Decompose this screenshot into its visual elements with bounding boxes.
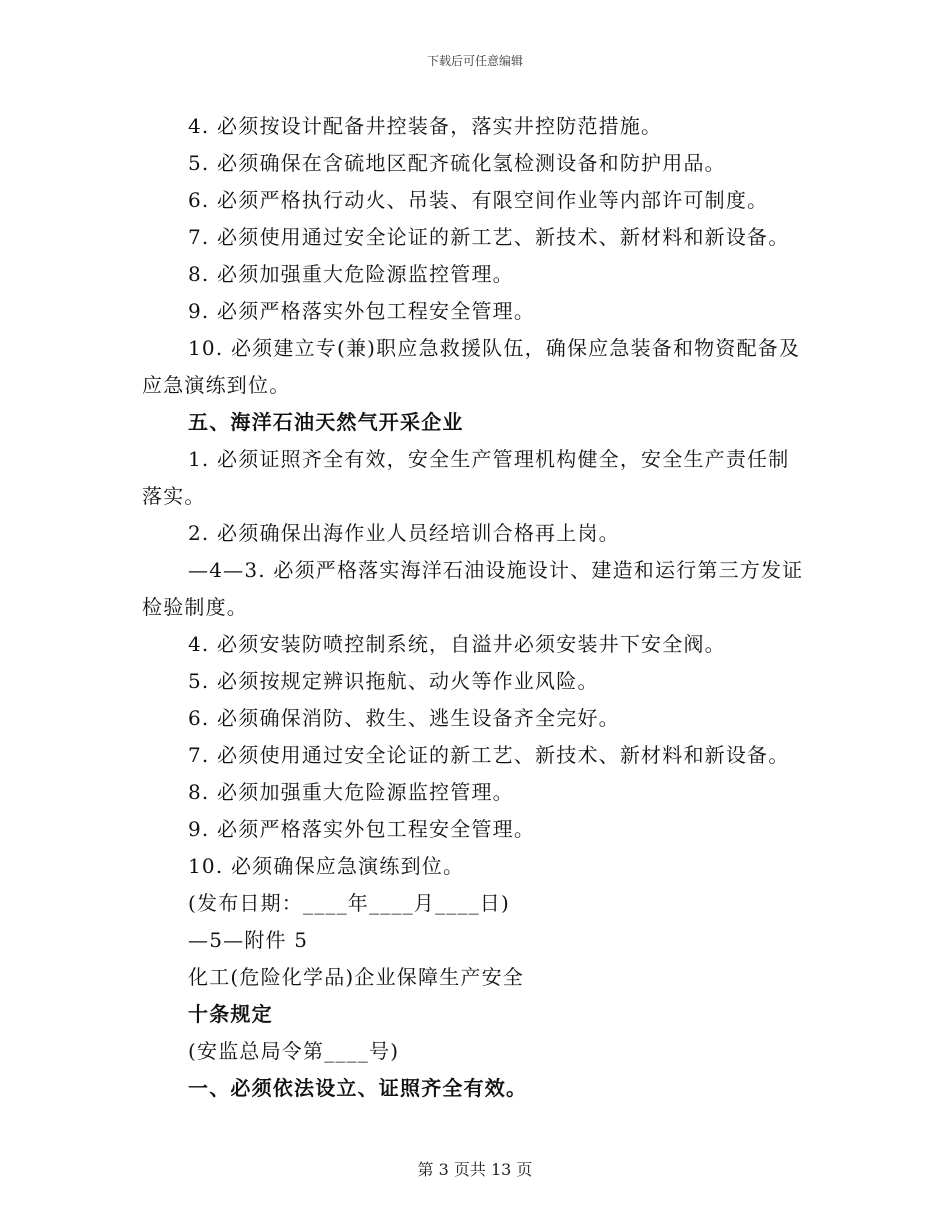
document-title-line1: 化工(危险化学品)企业保障生产安全 [188, 965, 525, 989]
paragraph-item: 9. 必须严格落实外包工程安全管理。 [188, 817, 536, 841]
paragraph-item: —4—3. 必须严格落实海洋石油设施设计、建造和运行第三方发证 [188, 558, 804, 582]
paragraph-item: 7. 必须使用通过安全论证的新工艺、新技术、新材料和新设备。 [188, 743, 790, 767]
decree-number: (安监总局令第____号) [188, 1039, 400, 1063]
paragraph-item: 5. 必须确保在含硫地区配齐硫化氢检测设备和防护用品。 [188, 151, 726, 175]
page-header: 下载后可任意编辑 [426, 54, 523, 68]
section-heading: 一、必须依法设立、证照齐全有效。 [188, 1076, 528, 1100]
paragraph-continuation: 落实。 [142, 484, 206, 508]
paragraph-item: 4. 必须安装防喷控制系统，自溢井必须安装井下安全阀。 [188, 632, 726, 656]
paragraph-item: 7. 必须使用通过安全论证的新工艺、新技术、新材料和新设备。 [188, 225, 790, 249]
paragraph-item: 6. 必须严格执行动火、吊装、有限空间作业等内部许可制度。 [188, 188, 769, 212]
paragraph-item: 1. 必须证照齐全有效，安全生产管理机构健全，安全生产责任制 [188, 447, 790, 471]
paragraph-item: 8. 必须加强重大危险源监控管理。 [188, 780, 514, 804]
paragraph-item: 6. 必须确保消防、救生、逃生设备齐全完好。 [188, 706, 620, 730]
paragraph-continuation: 应急演练到位。 [142, 373, 291, 397]
section-heading: 五、海洋石油天然气开采企业 [188, 410, 464, 434]
paragraph-item: 10. 必须确保应急演练到位。 [188, 854, 465, 878]
paragraph-item: 8. 必须加强重大危险源监控管理。 [188, 262, 514, 286]
paragraph-continuation: 检验制度。 [142, 595, 248, 619]
release-date: (发布日期：____年____月____日) [188, 891, 511, 915]
page-footer: 第 3 页共 13 页 [417, 1160, 533, 1179]
document-body [142, 108, 810, 1107]
paragraph-item: 4. 必须按设计配备井控装备，落实井控防范措施。 [188, 114, 663, 138]
paragraph-item: 9. 必须严格落实外包工程安全管理。 [188, 299, 536, 323]
paragraph-item: 10. 必须建立专(兼)职应急救援队伍，确保应急装备和物资配备及 [188, 336, 801, 360]
attachment-label: —5—附件 5 [188, 928, 309, 952]
paragraph-item: 5. 必须按规定辨识拖航、动火等作业风险。 [188, 669, 599, 693]
paragraph-item: 2. 必须确保出海作业人员经培训合格再上岗。 [188, 521, 620, 545]
document-title-line2: 十条规定 [188, 1002, 273, 1026]
